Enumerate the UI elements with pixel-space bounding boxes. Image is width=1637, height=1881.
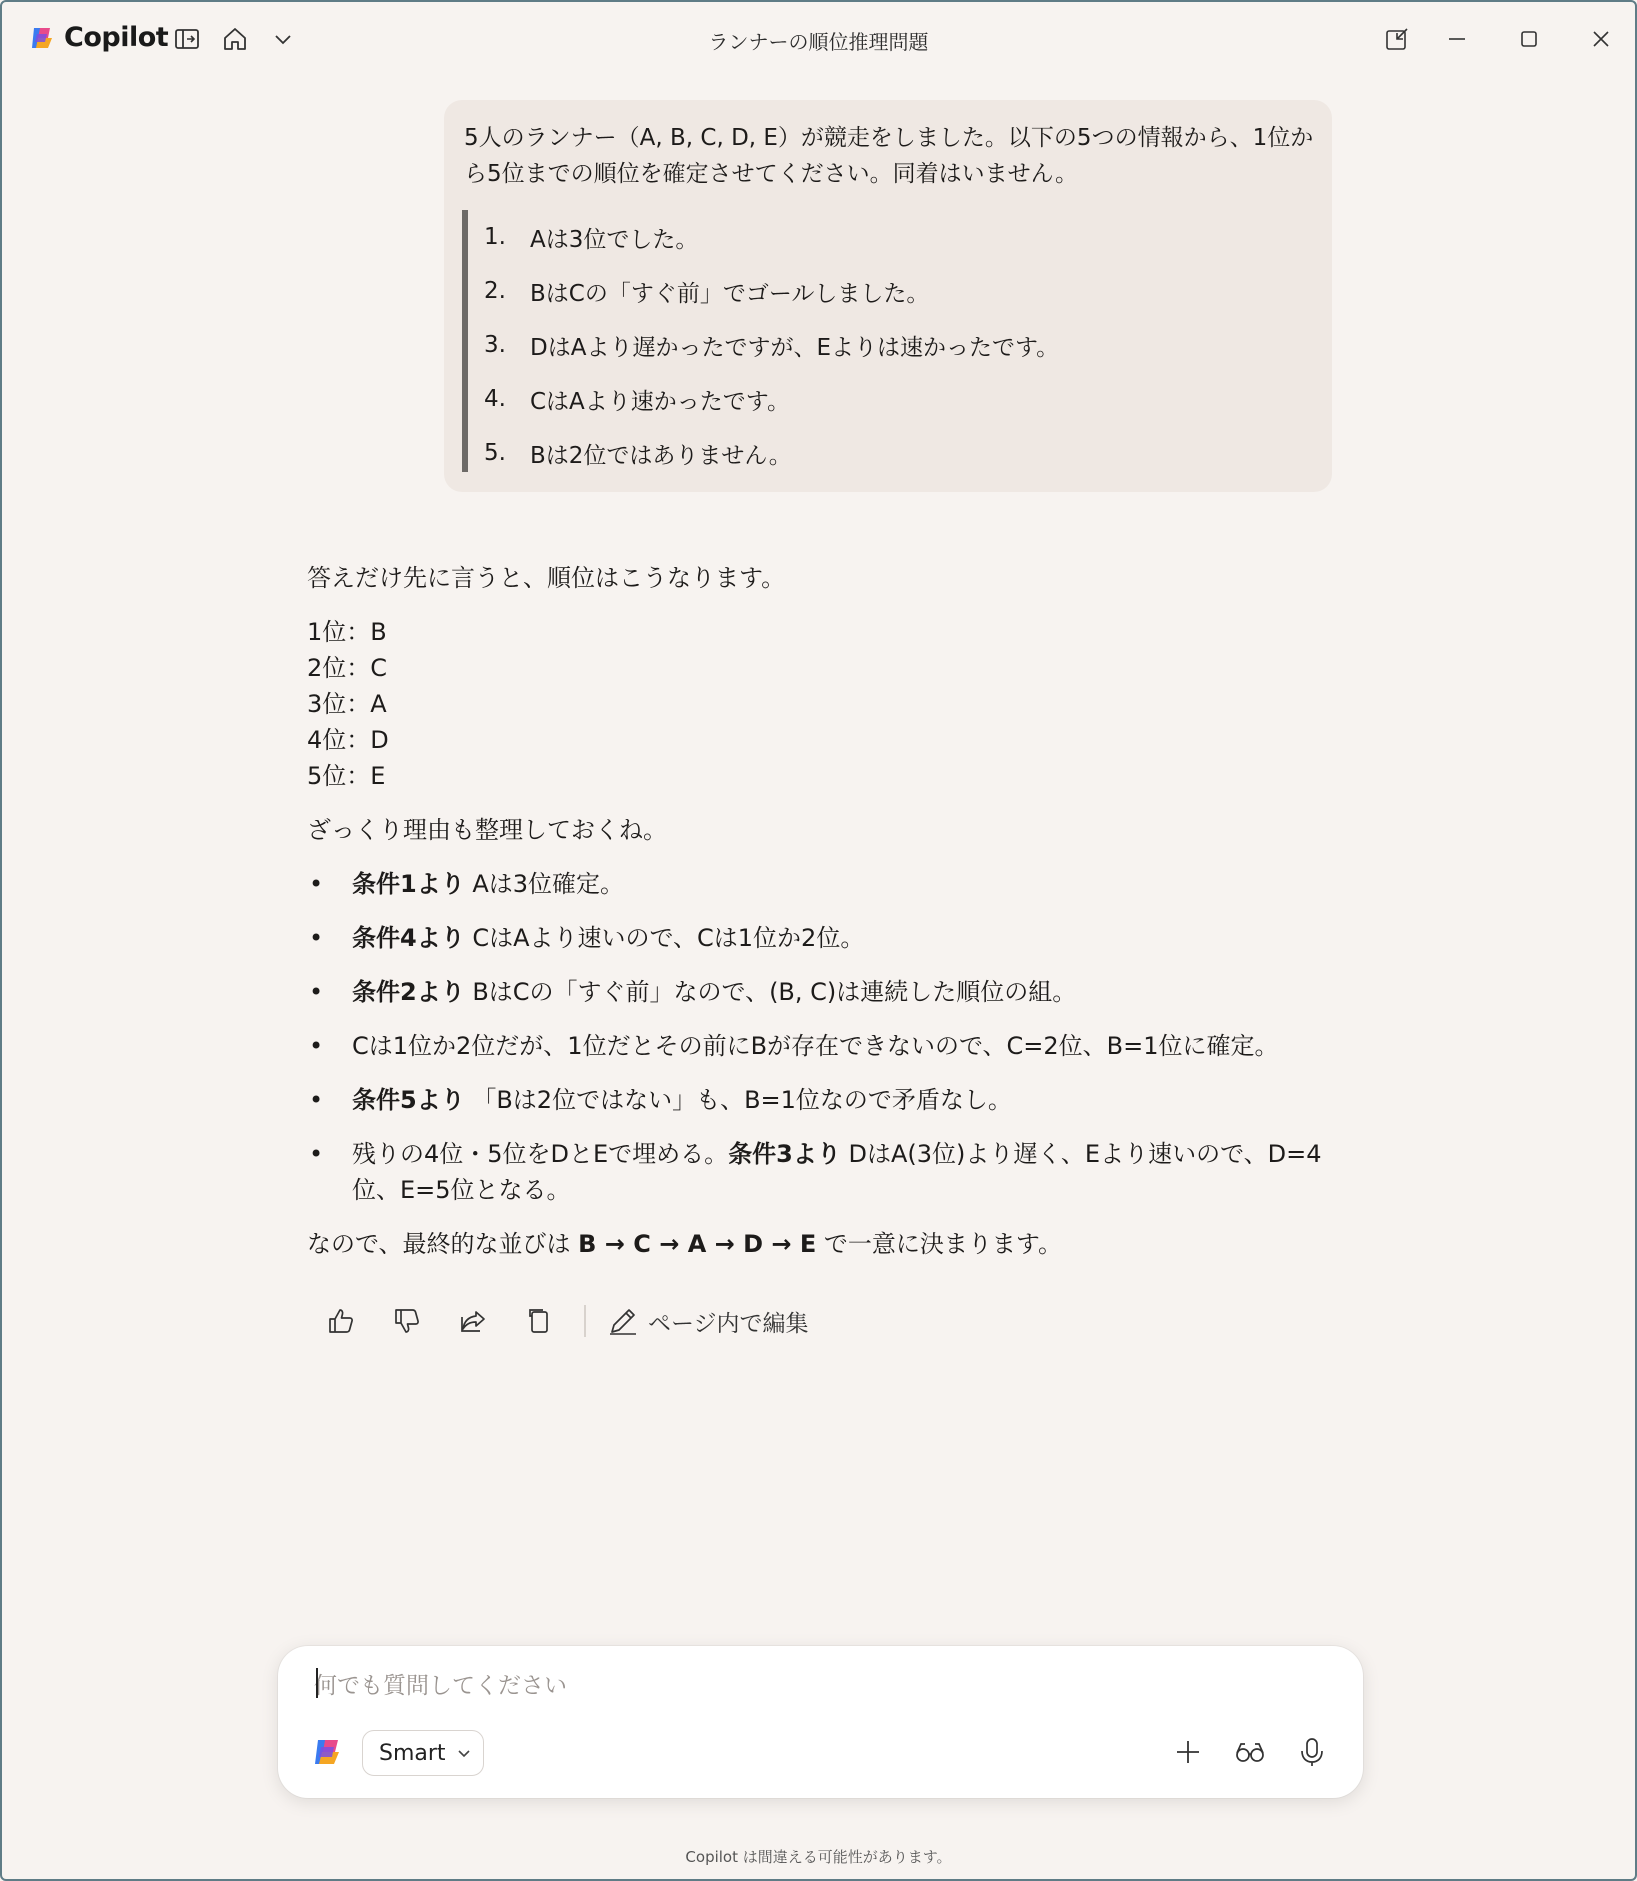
ranking-item: 5位：E [307,762,386,790]
conclusion-pre: なので、最終的な並びは [307,1230,579,1258]
reason-item [307,866,1337,902]
add-icon[interactable] [1168,1732,1208,1772]
composer [278,1646,1363,1798]
reason-text [352,866,1337,902]
reason-text [352,1082,1337,1118]
edit-in-page-button[interactable] [606,1304,809,1338]
ranking-item: 3位：A [307,690,387,718]
ranking-item: 1位：B [307,618,387,646]
edit-pen-icon [606,1304,640,1338]
mode-label: Smart [379,1740,446,1766]
quote-item [484,210,1302,264]
quote-item-text: BはCの「すぐ前」でゴールしました。 [530,280,930,307]
response-actions [320,1300,809,1342]
quote-item-number: 4. [484,386,506,412]
reason-body: 「Bは2位ではない」も、B=1位なので矛盾なし。 [464,1086,1012,1114]
maximize-icon[interactable] [1512,22,1546,56]
reason-body: Cは1位か2位だが、1位だとその前にBが存在できないので、C=2位、B=1位に確定。 [352,1032,1279,1060]
conclusion-post: で一意に決まります。 [816,1230,1062,1258]
reason-bold: 条件3より [728,1140,841,1168]
quote-item-text: Bは2位ではありません。 [530,442,792,469]
quote-item [484,372,1302,426]
bullet-dot: • [309,1140,324,1168]
reason-body: CはAより速いので、Cは1位か2位。 [464,924,865,952]
reason-intro: ざっくり理由も整理しておくね。 [307,816,667,844]
reason-body-2: DはA(3位)より遅く、Eより速いので、D=4位、E=5位となる。 [352,1140,1322,1204]
popout-icon[interactable] [1380,22,1414,56]
bullet-dot: • [309,1086,324,1114]
reason-text [352,974,1337,1010]
reason-text [352,1028,1337,1064]
reason-body: BはCの「すぐ前」なので、(B, C)は連続した順位の組。 [464,978,1077,1006]
bullet-dot: • [309,870,324,898]
assistant-response [307,560,1337,1262]
ranking-item: 4位：D [307,726,389,754]
conclusion [307,1226,1337,1262]
quote-item-number: 3. [484,332,506,358]
quote-item-number: 1. [484,224,506,250]
title-bar [2,2,1635,74]
action-divider [584,1305,586,1337]
microphone-icon[interactable] [1292,1732,1332,1772]
message-input[interactable] [314,1666,1314,1706]
app-name: Copilot [64,22,169,53]
reason-item [307,1136,1337,1208]
quote-item [484,426,1302,480]
user-message-intro: 5人のランナー（A, B, C, D, E）が競走をしました。以下の5つの情報から、1位から5位までの順位を確定させてください。同着はいません。 [464,125,1314,187]
bullet-dot: • [309,924,324,952]
reason-item [307,1082,1337,1118]
quote-item-text: Aは3位でした。 [530,226,699,253]
close-icon[interactable] [1584,22,1618,56]
disclaimer: Copilot は間違える可能性があります。 [685,1848,952,1866]
reason-item [307,974,1337,1010]
reason-text [352,1136,1337,1208]
reason-bold: 条件1より [352,870,465,898]
window-title: ランナーの順位推理問題 [708,30,929,54]
quote-item [484,264,1302,318]
share-icon[interactable] [452,1300,494,1342]
user-message-quote [462,210,1302,472]
text-cursor [316,1668,318,1698]
reason-text [352,920,1337,956]
minimize-icon[interactable] [1440,22,1474,56]
quote-item [484,318,1302,372]
quote-item-number: 5. [484,440,506,466]
mode-selector[interactable] [362,1730,484,1776]
thumbs-down-icon[interactable] [386,1300,428,1342]
ranking-item: 2位：C [307,654,388,682]
response-intro: 答えだけ先に言うと、順位はこうなります。 [307,564,786,592]
user-message-bubble [444,100,1332,492]
quote-item-text: DはAより遅かったですが、Eよりは速かったです。 [530,334,1060,361]
chevron-down-icon [456,1745,472,1761]
reason-item [307,920,1337,956]
reason-list [307,866,1337,1208]
copy-icon[interactable] [518,1300,560,1342]
quote-item-text: CはAより速かったです。 [530,388,790,415]
reason-item [307,1028,1337,1064]
quote-item-number: 2. [484,278,506,304]
copilot-logo-icon [310,1734,346,1770]
edit-in-page-label: ページ内で編集 [648,1310,809,1337]
ranking-list [307,614,1337,794]
thumbs-up-icon[interactable] [320,1300,362,1342]
bullet-dot: • [309,978,324,1006]
vision-glasses-icon[interactable] [1230,1732,1270,1772]
reason-body: Aは3位確定。 [464,870,625,898]
reason-bold: 条件2より [352,978,465,1006]
reason-bold: 条件4より [352,924,465,952]
bullet-dot: • [309,1032,324,1060]
conclusion-order: B → C → A → D → E [578,1230,817,1258]
reason-bold: 条件5より [352,1086,465,1114]
reason-body: 残りの4位・5位をDとEで埋める。 [352,1140,729,1168]
